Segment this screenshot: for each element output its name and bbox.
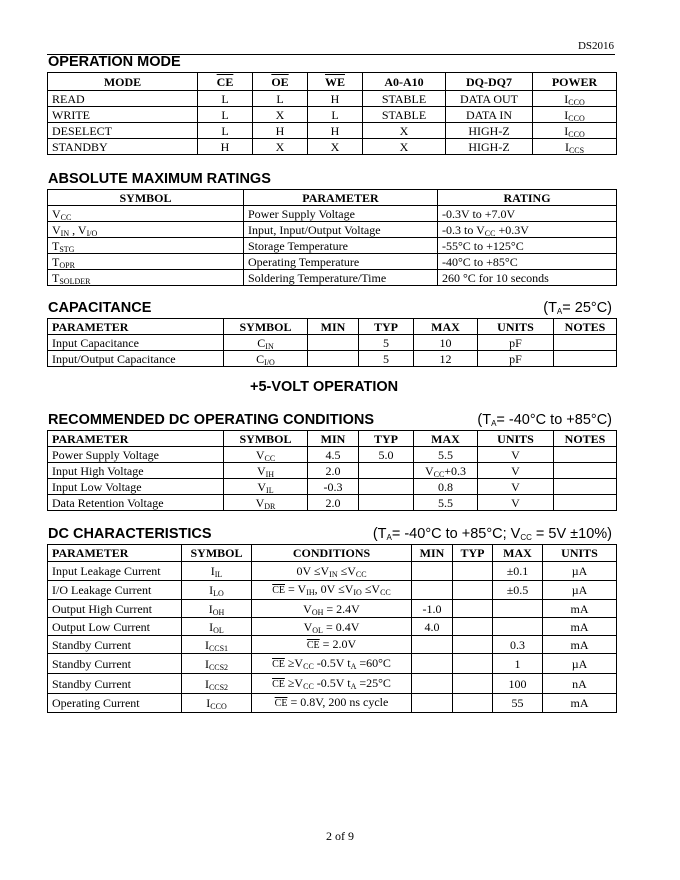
cell-symbol: $I_{CCO}$ — [182, 694, 252, 713]
cell: L — [308, 107, 363, 123]
cell-parameter: Output High Current — [48, 600, 182, 618]
cell-symbol: $I_{LO}$ — [182, 581, 252, 600]
table-row — [48, 636, 617, 654]
cell-mode: READ — [48, 91, 198, 107]
cell — [308, 335, 359, 351]
col-header: NOTES — [554, 431, 617, 447]
table-row — [48, 335, 617, 351]
cell-rating: -40°C to +85°C — [438, 254, 617, 270]
table-row — [48, 254, 617, 270]
table-row — [48, 206, 617, 222]
cell-parameter: Input Low Voltage — [48, 479, 224, 495]
cell-parameter: Input Leakage Current — [48, 562, 182, 581]
cell: DATA IN — [446, 107, 533, 123]
cell-parameter: Soldering Temperature/Time — [244, 270, 438, 286]
cell: mA — [543, 618, 617, 636]
table-header-row — [48, 190, 617, 206]
cell-rating: -0.3V to +7.0V — [438, 206, 617, 222]
cell — [493, 600, 543, 618]
col-header: MIN — [308, 431, 359, 447]
cell-mode: WRITE — [48, 107, 198, 123]
col-header: SYMBOL — [224, 319, 308, 335]
cell-parameter: Input Capacitance — [48, 335, 224, 351]
cell-parameter: Input High Voltage — [48, 463, 224, 479]
cell — [554, 479, 617, 495]
cell — [412, 562, 453, 581]
table-row — [48, 123, 617, 139]
col-header: TYP — [453, 545, 493, 562]
col-header: PARAMETER — [48, 319, 224, 335]
cell: µA — [543, 562, 617, 581]
col-header-ce: $\overline{CE}$ — [198, 73, 253, 91]
col-header: POWER — [533, 73, 617, 91]
cell — [359, 463, 414, 479]
cell — [493, 618, 543, 636]
table-header-row — [48, 319, 617, 335]
col-header: RATING — [438, 190, 617, 206]
cell: HIGH-Z — [446, 123, 533, 139]
cell-parameter: Power Supply Voltage — [48, 447, 224, 463]
cell: L — [198, 107, 253, 123]
col-header: TYP — [359, 431, 414, 447]
cell-power: $I_{CCO}$ — [533, 123, 617, 139]
cell-parameter: I/O Leakage Current — [48, 581, 182, 600]
cell-symbol: $V_{IN}$ , $V_{I/O}$ — [48, 222, 244, 238]
cell — [554, 351, 617, 367]
cell: H — [253, 123, 308, 139]
table-header-row — [48, 73, 617, 91]
cell-parameter: Output Low Current — [48, 618, 182, 636]
cell: H — [308, 91, 363, 107]
cell: 100 — [493, 674, 543, 694]
cell-conditions: $\overline{CE} \ge V_{CC}$ -0.5V $t_A =25^\circ C$ — [252, 674, 412, 694]
cell-power: $I_{CCO}$ — [533, 91, 617, 107]
cell: 0.3 — [493, 636, 543, 654]
cell: 5 — [359, 351, 414, 367]
cell-mode: DESELECT — [48, 123, 198, 139]
cell: STABLE — [363, 107, 446, 123]
dc-characteristics-condition: ($T_A= -40^\circ C$ to +85°C; $V_{CC} = 5V \pm 10\%$) — [372, 526, 612, 542]
cell-conditions: $0V \le V_{IN} \le V_{CC}$ — [252, 562, 412, 581]
table-row — [48, 238, 617, 254]
table-row — [48, 270, 617, 286]
cell: X — [253, 107, 308, 123]
col-header: MAX — [414, 319, 478, 335]
col-header: DQ-DQ7 — [446, 73, 533, 91]
cell-symbol: $C_{IN}$ — [224, 335, 308, 351]
dc-characteristics-table — [47, 544, 617, 713]
cell: 5.5 — [414, 495, 478, 511]
cell-symbol: $I_{OL}$ — [182, 618, 252, 636]
section-title-absolute-max: ABSOLUTE MAXIMUM RATINGS — [48, 171, 271, 187]
cell-conditions: $\overline{CE} = 0.8V$, 200 ns cycle — [252, 694, 412, 713]
cell — [308, 351, 359, 367]
cell-parameter: Input, Input/Output Voltage — [244, 222, 438, 238]
cell: H — [308, 123, 363, 139]
cell-parameter: Power Supply Voltage — [244, 206, 438, 222]
cell-symbol: $T_{STG}$ — [48, 238, 244, 254]
absolute-max-table — [47, 189, 617, 286]
cell-symbol: $V_{IL}$ — [224, 479, 308, 495]
cell: 4.5 — [308, 447, 359, 463]
table-row — [48, 654, 617, 674]
section-title-dc-characteristics: DC CHARACTERISTICS — [48, 526, 212, 542]
cell — [554, 447, 617, 463]
cell: 2.0 — [308, 463, 359, 479]
cell-parameter: Input/Output Capacitance — [48, 351, 224, 367]
table-row — [48, 107, 617, 123]
col-header: SYMBOL — [182, 545, 252, 562]
cell-symbol: $V_{CC}$ — [224, 447, 308, 463]
cell — [453, 636, 493, 654]
cell — [359, 479, 414, 495]
cell-parameter: Data Retention Voltage — [48, 495, 224, 511]
cell-rating: -55°C to +125°C — [438, 238, 617, 254]
table-row — [48, 618, 617, 636]
table-row — [48, 91, 617, 107]
col-header: CONDITIONS — [252, 545, 412, 562]
cell: µA — [543, 581, 617, 600]
cell: 2.0 — [308, 495, 359, 511]
operation-mode-table — [47, 72, 617, 155]
cell-rating: -0.3 to $V_{CC} +0.3V$ — [438, 222, 617, 238]
cell — [453, 600, 493, 618]
cell — [453, 674, 493, 694]
cell-symbol: $V_{IH}$ — [224, 463, 308, 479]
cell: 5.0 — [359, 447, 414, 463]
table-row — [48, 562, 617, 581]
cell — [554, 335, 617, 351]
cell: L — [198, 91, 253, 107]
cell — [412, 674, 453, 694]
cell — [453, 694, 493, 713]
cell — [453, 581, 493, 600]
col-header: PARAMETER — [48, 545, 182, 562]
cell — [554, 463, 617, 479]
cell — [412, 636, 453, 654]
col-header: MAX — [414, 431, 478, 447]
cell — [412, 581, 453, 600]
table-row — [48, 694, 617, 713]
table-row — [48, 351, 617, 367]
table-row — [48, 581, 617, 600]
cell: L — [198, 123, 253, 139]
cell — [453, 562, 493, 581]
col-header: NOTES — [554, 319, 617, 335]
table-header-row — [48, 431, 617, 447]
cell: X — [363, 139, 446, 155]
cell-conditions: $\overline{CE} \ge V_{CC}$ -0.5V $t_A =60^\circ C$ — [252, 654, 412, 674]
cell: X — [363, 123, 446, 139]
col-header: SYMBOL — [224, 431, 308, 447]
col-header: MODE — [48, 73, 198, 91]
cell-symbol: $I_{CCS1}$ — [182, 636, 252, 654]
cell-symbol: $T_{SOLDER}$ — [48, 270, 244, 286]
section-title-recommended-dc: RECOMMENDED DC OPERATING CONDITIONS — [48, 412, 374, 428]
col-header: UNITS — [543, 545, 617, 562]
table-row — [48, 222, 617, 238]
cell — [554, 495, 617, 511]
cell-conditions: $\overline{CE} = 2.0V$ — [252, 636, 412, 654]
cell: -1.0 — [412, 600, 453, 618]
cell-parameter: Standby Current — [48, 674, 182, 694]
col-header: TYP — [359, 319, 414, 335]
col-header: PARAMETER — [244, 190, 438, 206]
cell: 4.0 — [412, 618, 453, 636]
table-row — [48, 447, 617, 463]
cell: mA — [543, 636, 617, 654]
cell: 5.5 — [414, 447, 478, 463]
col-header: MIN — [412, 545, 453, 562]
table-row — [48, 600, 617, 618]
cell-parameter: Operating Temperature — [244, 254, 438, 270]
col-header: MIN — [308, 319, 359, 335]
cell: X — [308, 139, 363, 155]
cell-parameter: Standby Current — [48, 636, 182, 654]
cell — [453, 618, 493, 636]
cell-conditions: $\overline{CE} = V_{IH}$, $0V \le V_{IO} \le V_{CC}$ — [252, 581, 412, 600]
cell-power: $I_{CCO}$ — [533, 107, 617, 123]
cell — [453, 654, 493, 674]
cell-symbol: $V_{CC}$ — [48, 206, 244, 222]
cell — [359, 495, 414, 511]
cell: ±0.1 — [493, 562, 543, 581]
cell: 1 — [493, 654, 543, 674]
cell-parameter: Operating Current — [48, 694, 182, 713]
cell — [412, 654, 453, 674]
cell: 12 — [414, 351, 478, 367]
table-row — [48, 139, 617, 155]
cell-symbol: $I_{CCS2}$ — [182, 654, 252, 674]
col-header-oe: $\overline{OE}$ — [253, 73, 308, 91]
col-header: PARAMETER — [48, 431, 224, 447]
cell: mA — [543, 600, 617, 618]
cell-rating: 260 °C for 10 seconds — [438, 270, 617, 286]
cell: STABLE — [363, 91, 446, 107]
cell: HIGH-Z — [446, 139, 533, 155]
cell: pF — [478, 335, 554, 351]
cell: V — [478, 463, 554, 479]
cell: 55 — [493, 694, 543, 713]
cell-symbol: $V_{DR}$ — [224, 495, 308, 511]
col-header: UNITS — [478, 319, 554, 335]
cell: H — [198, 139, 253, 155]
col-header: SYMBOL — [48, 190, 244, 206]
table-row — [48, 674, 617, 694]
table-row — [48, 495, 617, 511]
table-row — [48, 479, 617, 495]
capacitance-condition: $(T_A= 25^\circ C)$ — [543, 300, 612, 316]
cell: pF — [478, 351, 554, 367]
cell: 5 — [359, 335, 414, 351]
capacitance-table — [47, 318, 617, 367]
cell: 10 — [414, 335, 478, 351]
col-header-we: $\overline{WE}$ — [308, 73, 363, 91]
section-title-operation-mode: OPERATION MODE — [48, 54, 181, 70]
recommended-dc-table — [47, 430, 617, 511]
cell: DATA OUT — [446, 91, 533, 107]
cell: V — [478, 495, 554, 511]
table-header-row — [48, 545, 617, 562]
recommended-dc-condition: ($T_A= -40^\circ C$ to +85°C) — [477, 412, 612, 428]
page-number: 2 of 9 — [326, 829, 354, 843]
col-header: A0-A10 — [363, 73, 446, 91]
cell: V — [478, 447, 554, 463]
cell: ±0.5 — [493, 581, 543, 600]
voltage-operation-title: +5-VOLT OPERATION — [250, 379, 399, 395]
cell: µA — [543, 654, 617, 674]
cell-power: $I_{CCS}$ — [533, 139, 617, 155]
cell — [412, 694, 453, 713]
col-header: MAX — [493, 545, 543, 562]
cell: $V_{CC}+0.3$ — [414, 463, 478, 479]
cell-mode: STANDBY — [48, 139, 198, 155]
section-title-capacitance: CAPACITANCE — [48, 300, 152, 316]
cell-parameter: Standby Current — [48, 654, 182, 674]
col-header: UNITS — [478, 431, 554, 447]
cell: nA — [543, 674, 617, 694]
cell: L — [253, 91, 308, 107]
cell-parameter: Storage Temperature — [244, 238, 438, 254]
cell-conditions: $V_{OH} = 2.4V$ — [252, 600, 412, 618]
cell-symbol: $I_{CCS2}$ — [182, 674, 252, 694]
table-row — [48, 463, 617, 479]
cell: X — [253, 139, 308, 155]
cell: 0.8 — [414, 479, 478, 495]
cell-symbol: $I_{IL}$ — [182, 562, 252, 581]
cell-conditions: $V_{OL} = 0.4V$ — [252, 618, 412, 636]
cell: -0.3 — [308, 479, 359, 495]
cell: V — [478, 479, 554, 495]
cell: mA — [543, 694, 617, 713]
cell-symbol: $T_{OPR}$ — [48, 254, 244, 270]
doc-id: DS2016 — [577, 40, 614, 52]
cell-symbol: $I_{OH}$ — [182, 600, 252, 618]
cell-symbol: $C_{I/O}$ — [224, 351, 308, 367]
